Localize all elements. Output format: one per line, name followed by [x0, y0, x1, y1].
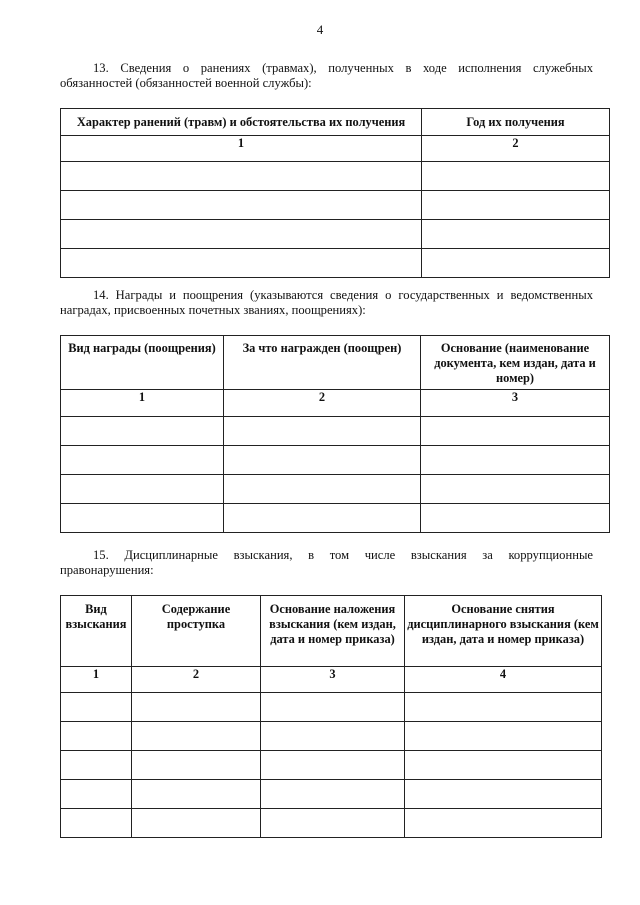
awards-col-number: 2: [224, 390, 421, 417]
awards-header-type: Вид награды (поощрения): [61, 336, 224, 390]
table-row: [61, 446, 610, 475]
penalties-header-removal-basis: Основание снятия дисциплинарного взыскания (кем издан, дата и номер приказа): [405, 596, 602, 667]
table-cell[interactable]: [132, 780, 261, 809]
table-cell[interactable]: [421, 446, 610, 475]
table-cell[interactable]: [261, 722, 405, 751]
table-cell[interactable]: [224, 417, 421, 446]
table-cell[interactable]: [405, 722, 602, 751]
penalties-header-offense: Содержание проступка: [132, 596, 261, 667]
table-cell[interactable]: [224, 446, 421, 475]
table-row: [61, 220, 610, 249]
table-cell[interactable]: [61, 249, 422, 278]
table-cell[interactable]: [405, 809, 602, 838]
table-row: [61, 693, 602, 722]
penalties-col-number: 3: [261, 667, 405, 693]
table-row: [61, 504, 610, 533]
section-15-text: [60, 548, 593, 578]
table-cell[interactable]: [421, 504, 610, 533]
penalties-table: [60, 595, 602, 838]
table-cell[interactable]: [405, 780, 602, 809]
table-cell[interactable]: [261, 693, 405, 722]
table-cell[interactable]: [61, 722, 132, 751]
table-cell[interactable]: [405, 751, 602, 780]
table-cell[interactable]: [422, 220, 610, 249]
awards-header-reason: За что награжден (поощрен): [224, 336, 421, 390]
table-cell[interactable]: [261, 809, 405, 838]
awards-col-number: 3: [421, 390, 610, 417]
penalties-col-number: 1: [61, 667, 132, 693]
section-15-line-2: правонарушения:: [60, 563, 154, 577]
table-cell[interactable]: [61, 780, 132, 809]
table-cell[interactable]: [132, 722, 261, 751]
table-cell[interactable]: [61, 220, 422, 249]
table-row: [61, 249, 610, 278]
injuries-col-number: 1: [61, 136, 422, 162]
section-14-line-2: наградах, присвоенных почетных званиях, поощрениях):: [60, 303, 366, 317]
table-row: [61, 475, 610, 504]
table-row: [61, 162, 610, 191]
table-cell[interactable]: [132, 751, 261, 780]
table-row: [61, 417, 610, 446]
table-cell[interactable]: [132, 809, 261, 838]
injuries-col-number: 2: [422, 136, 610, 162]
table-cell[interactable]: [61, 504, 224, 533]
penalties-col-number: 2: [132, 667, 261, 693]
table-cell[interactable]: [421, 417, 610, 446]
table-cell[interactable]: [422, 191, 610, 220]
awards-header-basis: Основание (наименование документа, кем издан, дата и номер): [421, 336, 610, 390]
table-row: [61, 751, 602, 780]
table-cell[interactable]: [61, 809, 132, 838]
table-cell[interactable]: [405, 693, 602, 722]
table-cell[interactable]: [421, 475, 610, 504]
table-cell[interactable]: [261, 751, 405, 780]
section-13-text: [60, 61, 593, 91]
table-cell[interactable]: [422, 249, 610, 278]
section-14-line-1: 14. Награды и поощрения (указываются сведения о государственных и ведомственных: [93, 288, 593, 302]
table-cell[interactable]: [224, 475, 421, 504]
section-15-line-1: 15. Дисциплинарные взыскания, в том числе взыскания за коррупционные: [93, 548, 593, 562]
table-cell[interactable]: [61, 162, 422, 191]
injuries-header-year: Год их получения: [422, 109, 610, 136]
table-cell[interactable]: [61, 693, 132, 722]
table-row: [61, 191, 610, 220]
table-cell[interactable]: [61, 475, 224, 504]
page-number: 4: [316, 22, 324, 37]
table-cell[interactable]: [61, 446, 224, 475]
awards-table: [60, 335, 610, 533]
table-cell[interactable]: [61, 751, 132, 780]
table-row: [61, 722, 602, 751]
table-cell[interactable]: [61, 417, 224, 446]
section-13-line-1: 13. Сведения о ранениях (травмах), полученных в ходе исполнения служебных: [93, 61, 593, 75]
table-cell[interactable]: [61, 191, 422, 220]
penalties-col-number: 4: [405, 667, 602, 693]
awards-col-number: 1: [61, 390, 224, 417]
table-cell[interactable]: [132, 693, 261, 722]
penalties-header-type: Вид взыскания: [61, 596, 132, 667]
injuries-table: [60, 108, 610, 278]
table-cell[interactable]: [224, 504, 421, 533]
penalties-header-imposition-basis: Основание наложения взыскания (кем издан, дата и номер приказа): [261, 596, 405, 667]
table-cell[interactable]: [422, 162, 610, 191]
table-cell[interactable]: [261, 780, 405, 809]
injuries-header-character: Характер ранений (травм) и обстоятельства их получения: [61, 109, 422, 136]
table-row: [61, 780, 602, 809]
table-row: [61, 809, 602, 838]
section-14-text: [60, 288, 593, 318]
section-13-line-2: обязанностей (обязанностей военной службы):: [60, 76, 312, 90]
